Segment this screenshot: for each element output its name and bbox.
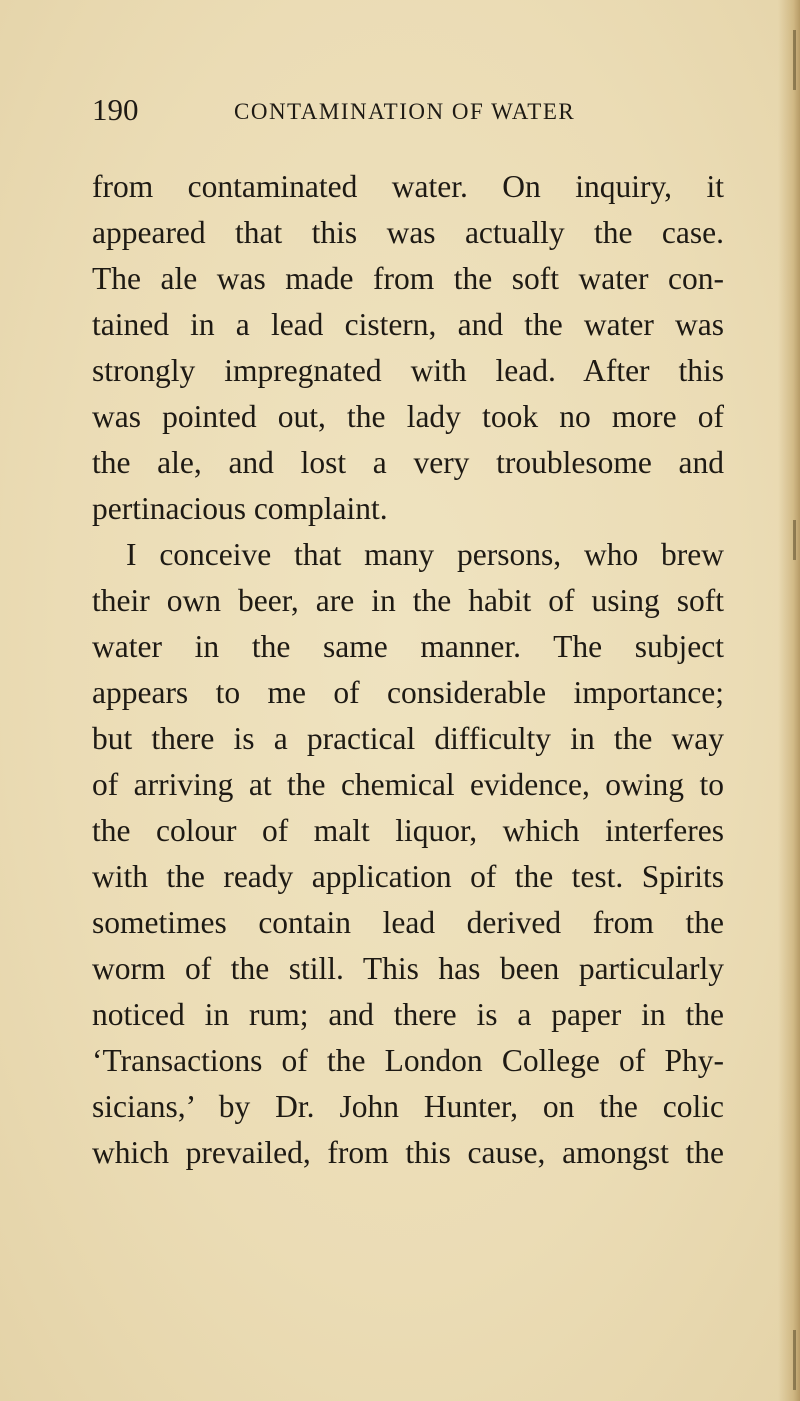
text-line: I conceive that many persons, who brew [126, 537, 724, 572]
page-number: 190 [92, 92, 139, 127]
text-line: the colour of malt liquor, which interferes [92, 813, 724, 848]
text-line: appears to me of considerable importance; [92, 675, 724, 710]
text-line: noticed in rum; and there is a paper in the [92, 997, 724, 1032]
text-line: The ale was made from the soft water con- [92, 261, 724, 296]
page-edge-mark [793, 520, 796, 560]
text-line: sometimes contain lead derived from the [92, 905, 724, 940]
text-line: which prevailed, from this cause, amongst the [92, 1135, 724, 1170]
text-line: but there is a practical difficulty in the way [92, 721, 724, 756]
text-line: ‘Transactions of the London College of Phy- [92, 1043, 724, 1078]
text-line: the ale, and lost a very troublesome and [92, 445, 724, 480]
body-text [92, 164, 724, 1176]
text-line: worm of the still. This has been particularly [92, 951, 724, 986]
text-line: from contaminated water. On inquiry, it [92, 169, 724, 204]
page-edge-mark [793, 30, 796, 90]
text-line: with the ready application of the test. Spirits [92, 859, 724, 894]
text-line: strongly impregnated with lead. After this [92, 353, 724, 388]
text-line: of arriving at the chemical evidence, owing to [92, 767, 724, 802]
running-title: CONTAMINATION OF WATER [234, 99, 576, 124]
text-line: was pointed out, the lady took no more of [92, 399, 724, 434]
text-line: appeared that this was actually the case. [92, 215, 724, 250]
text-line: pertinacious complaint. [92, 491, 388, 526]
page-edge-mark [793, 1330, 796, 1390]
text-line: tained in a lead cistern, and the water was [92, 307, 724, 342]
text-line: sicians,’ by Dr. John Hunter, on the colic [92, 1089, 724, 1124]
page-header [92, 92, 712, 128]
page-edge-shadow [778, 0, 800, 1401]
text-line: water in the same manner. The subject [92, 629, 724, 664]
text-line: their own beer, are in the habit of using soft [92, 583, 724, 618]
